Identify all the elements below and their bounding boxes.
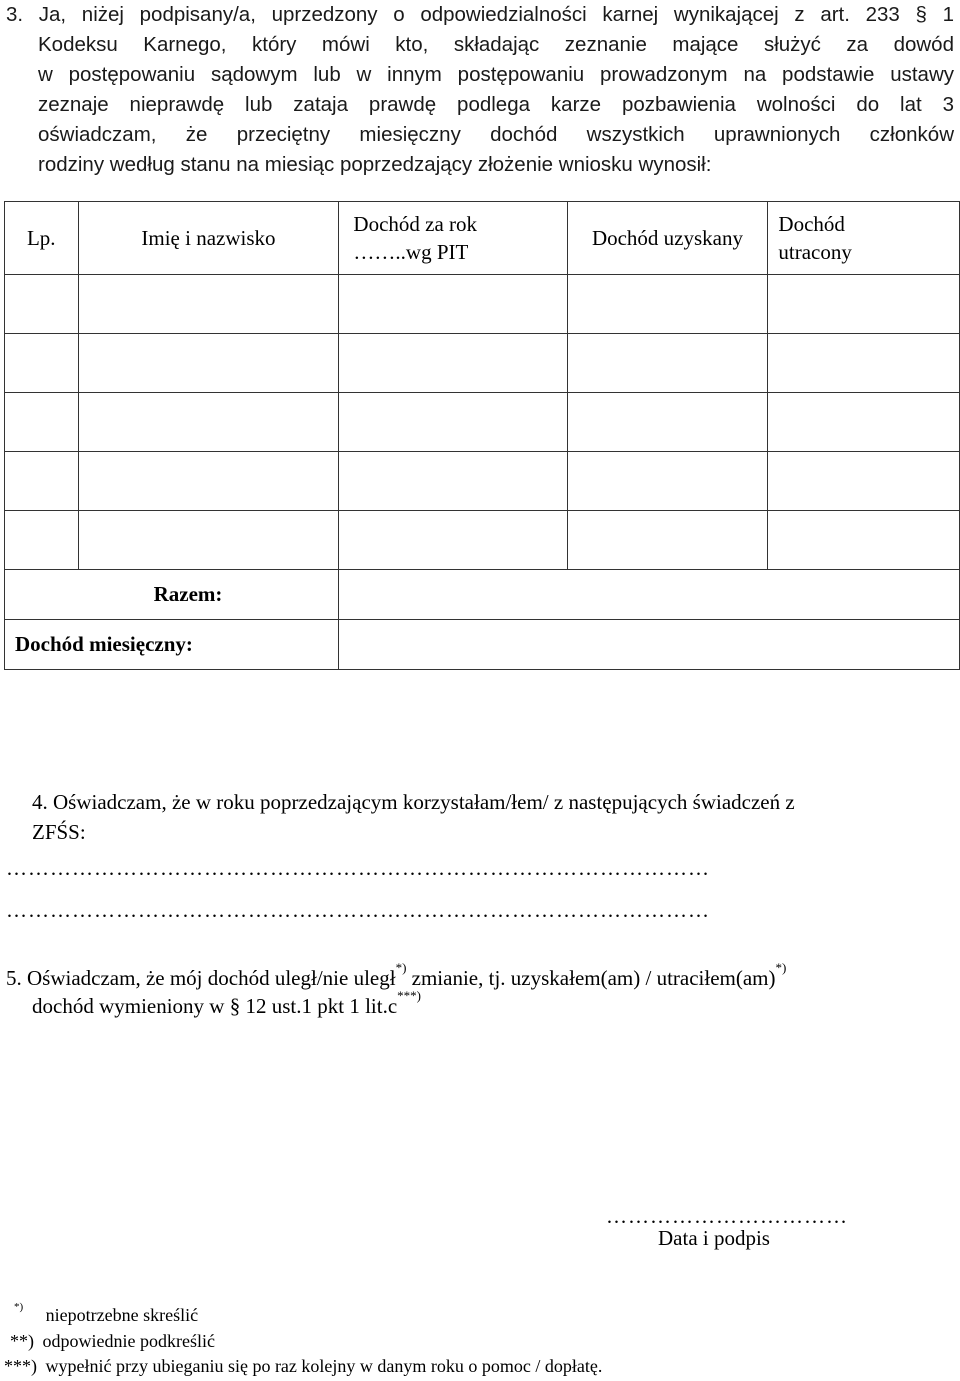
cell-name[interactable]	[78, 452, 339, 511]
header-income-lost-line2: utracony	[778, 240, 852, 264]
section-4-line1: 4. Oświadczam, że w roku poprzedzającym korzystałam/łem/ z następujących świadczeń z	[32, 790, 795, 814]
cell-lp[interactable]	[5, 393, 79, 452]
table-row	[5, 452, 960, 511]
header-income-obtained: Dochód uzyskany	[567, 202, 768, 275]
cell-income-year[interactable]	[339, 275, 567, 334]
section-5-text-b: zmianie, tj. uzyskałem(am) / utraciłem(am)	[406, 966, 776, 990]
cell-income-lost[interactable]	[768, 393, 960, 452]
footnote-mark: ***)	[4, 1356, 37, 1376]
cell-name[interactable]	[78, 511, 339, 570]
cell-income-lost[interactable]	[768, 334, 960, 393]
cell-income-obtained[interactable]	[567, 452, 768, 511]
total-value-cell[interactable]	[339, 570, 960, 620]
section-5-text-a: 5. Oświadczam, że mój dochód uległ/nie uległ	[6, 966, 396, 990]
income-table	[4, 201, 960, 670]
section-4-line2: ZFŚS:	[32, 820, 86, 844]
cell-lp[interactable]	[5, 275, 79, 334]
header-income-year-line2: ……..wg PIT	[353, 240, 469, 264]
table-row	[5, 275, 960, 334]
cell-income-obtained[interactable]	[567, 393, 768, 452]
cell-income-lost[interactable]	[768, 452, 960, 511]
cell-income-obtained[interactable]	[567, 511, 768, 570]
cell-income-lost[interactable]	[768, 275, 960, 334]
signature-label: Data i podpis	[658, 1226, 770, 1250]
statement-line: oświadczam, że przeciętny miesięczny dochód wszystkich uprawnionych członków	[38, 123, 954, 146]
header-income-year-line1: Dochód za rok	[353, 212, 478, 236]
table-row	[5, 334, 960, 393]
statement-line: zeznaje nieprawdę lub zataja prawdę podlega karze pozbawienia wolności do lat 3	[38, 93, 954, 116]
monthly-income-row	[5, 620, 960, 670]
section-3-statement	[6, 0, 954, 180]
cell-income-obtained[interactable]	[567, 275, 768, 334]
header-name: Imię i nazwisko	[78, 202, 339, 275]
statement-line: w postępowaniu sądowym lub w innym postępowaniu prowadzonym na podstawie ustawy	[38, 63, 954, 86]
cell-lp[interactable]	[5, 511, 79, 570]
cell-income-year[interactable]	[339, 452, 567, 511]
table-header-row	[5, 202, 960, 275]
cell-name[interactable]	[78, 334, 339, 393]
footnote-2	[10, 1331, 215, 1352]
header-income-lost-line1: Dochód	[778, 212, 845, 236]
header-income-lost	[768, 202, 960, 275]
cell-lp[interactable]	[5, 334, 79, 393]
table-row	[5, 393, 960, 452]
footnote-ref: ***)	[397, 988, 421, 1003]
cell-income-year[interactable]	[339, 334, 567, 393]
header-lp: Lp.	[5, 202, 79, 275]
statement-line: Kodeksu Karnego, który mówi kto, składając zeznanie mające służyć za dowód	[38, 33, 954, 56]
cell-income-obtained[interactable]	[567, 334, 768, 393]
cell-lp[interactable]	[5, 452, 79, 511]
statement-line: 3. Ja, niżej podpisany/a, uprzedzony o odpowiedzialności karnej wynikającej z art. 233 § 1	[6, 3, 954, 26]
footnote-3	[4, 1356, 602, 1377]
footnote-mark: *)	[14, 1301, 24, 1313]
footnote-text: niepotrzebne skreślić	[45, 1305, 199, 1325]
footnote-text: wypełnić przy ubieganiu się po raz kolejny w danym roku o pomoc / dopłatę.	[45, 1356, 603, 1376]
cell-name[interactable]	[78, 393, 339, 452]
signature-dots[interactable]: ……………………………	[606, 1204, 848, 1228]
footnote-ref: *)	[775, 960, 787, 975]
footnote-mark: **)	[10, 1331, 34, 1351]
footnote-ref: *)	[395, 960, 407, 975]
cell-name[interactable]	[78, 275, 339, 334]
table-row	[5, 511, 960, 570]
monthly-income-value-cell[interactable]	[339, 620, 960, 670]
section-5-text-c: dochód wymieniony w § 12 ust.1 pkt 1 lit.c	[32, 994, 398, 1018]
section-4-dots-line[interactable]: ……………………………………………………………………………………	[6, 898, 710, 922]
total-row	[5, 570, 960, 620]
header-income-year	[339, 202, 567, 275]
cell-income-year[interactable]	[339, 393, 567, 452]
monthly-income-label: Dochód miesięczny:	[5, 620, 339, 670]
footnote-text: odpowiednie podkreślić	[42, 1331, 215, 1351]
statement-line: rodziny według stanu na miesiąc poprzedzający złożenie wniosku wynosił:	[38, 153, 712, 176]
total-label: Razem:	[5, 570, 339, 620]
section-4-dots-line[interactable]: ……………………………………………………………………………………	[6, 856, 710, 880]
footnote-1	[14, 1301, 199, 1326]
cell-income-year[interactable]	[339, 511, 567, 570]
cell-income-lost[interactable]	[768, 511, 960, 570]
section-5-line2	[32, 988, 421, 1019]
